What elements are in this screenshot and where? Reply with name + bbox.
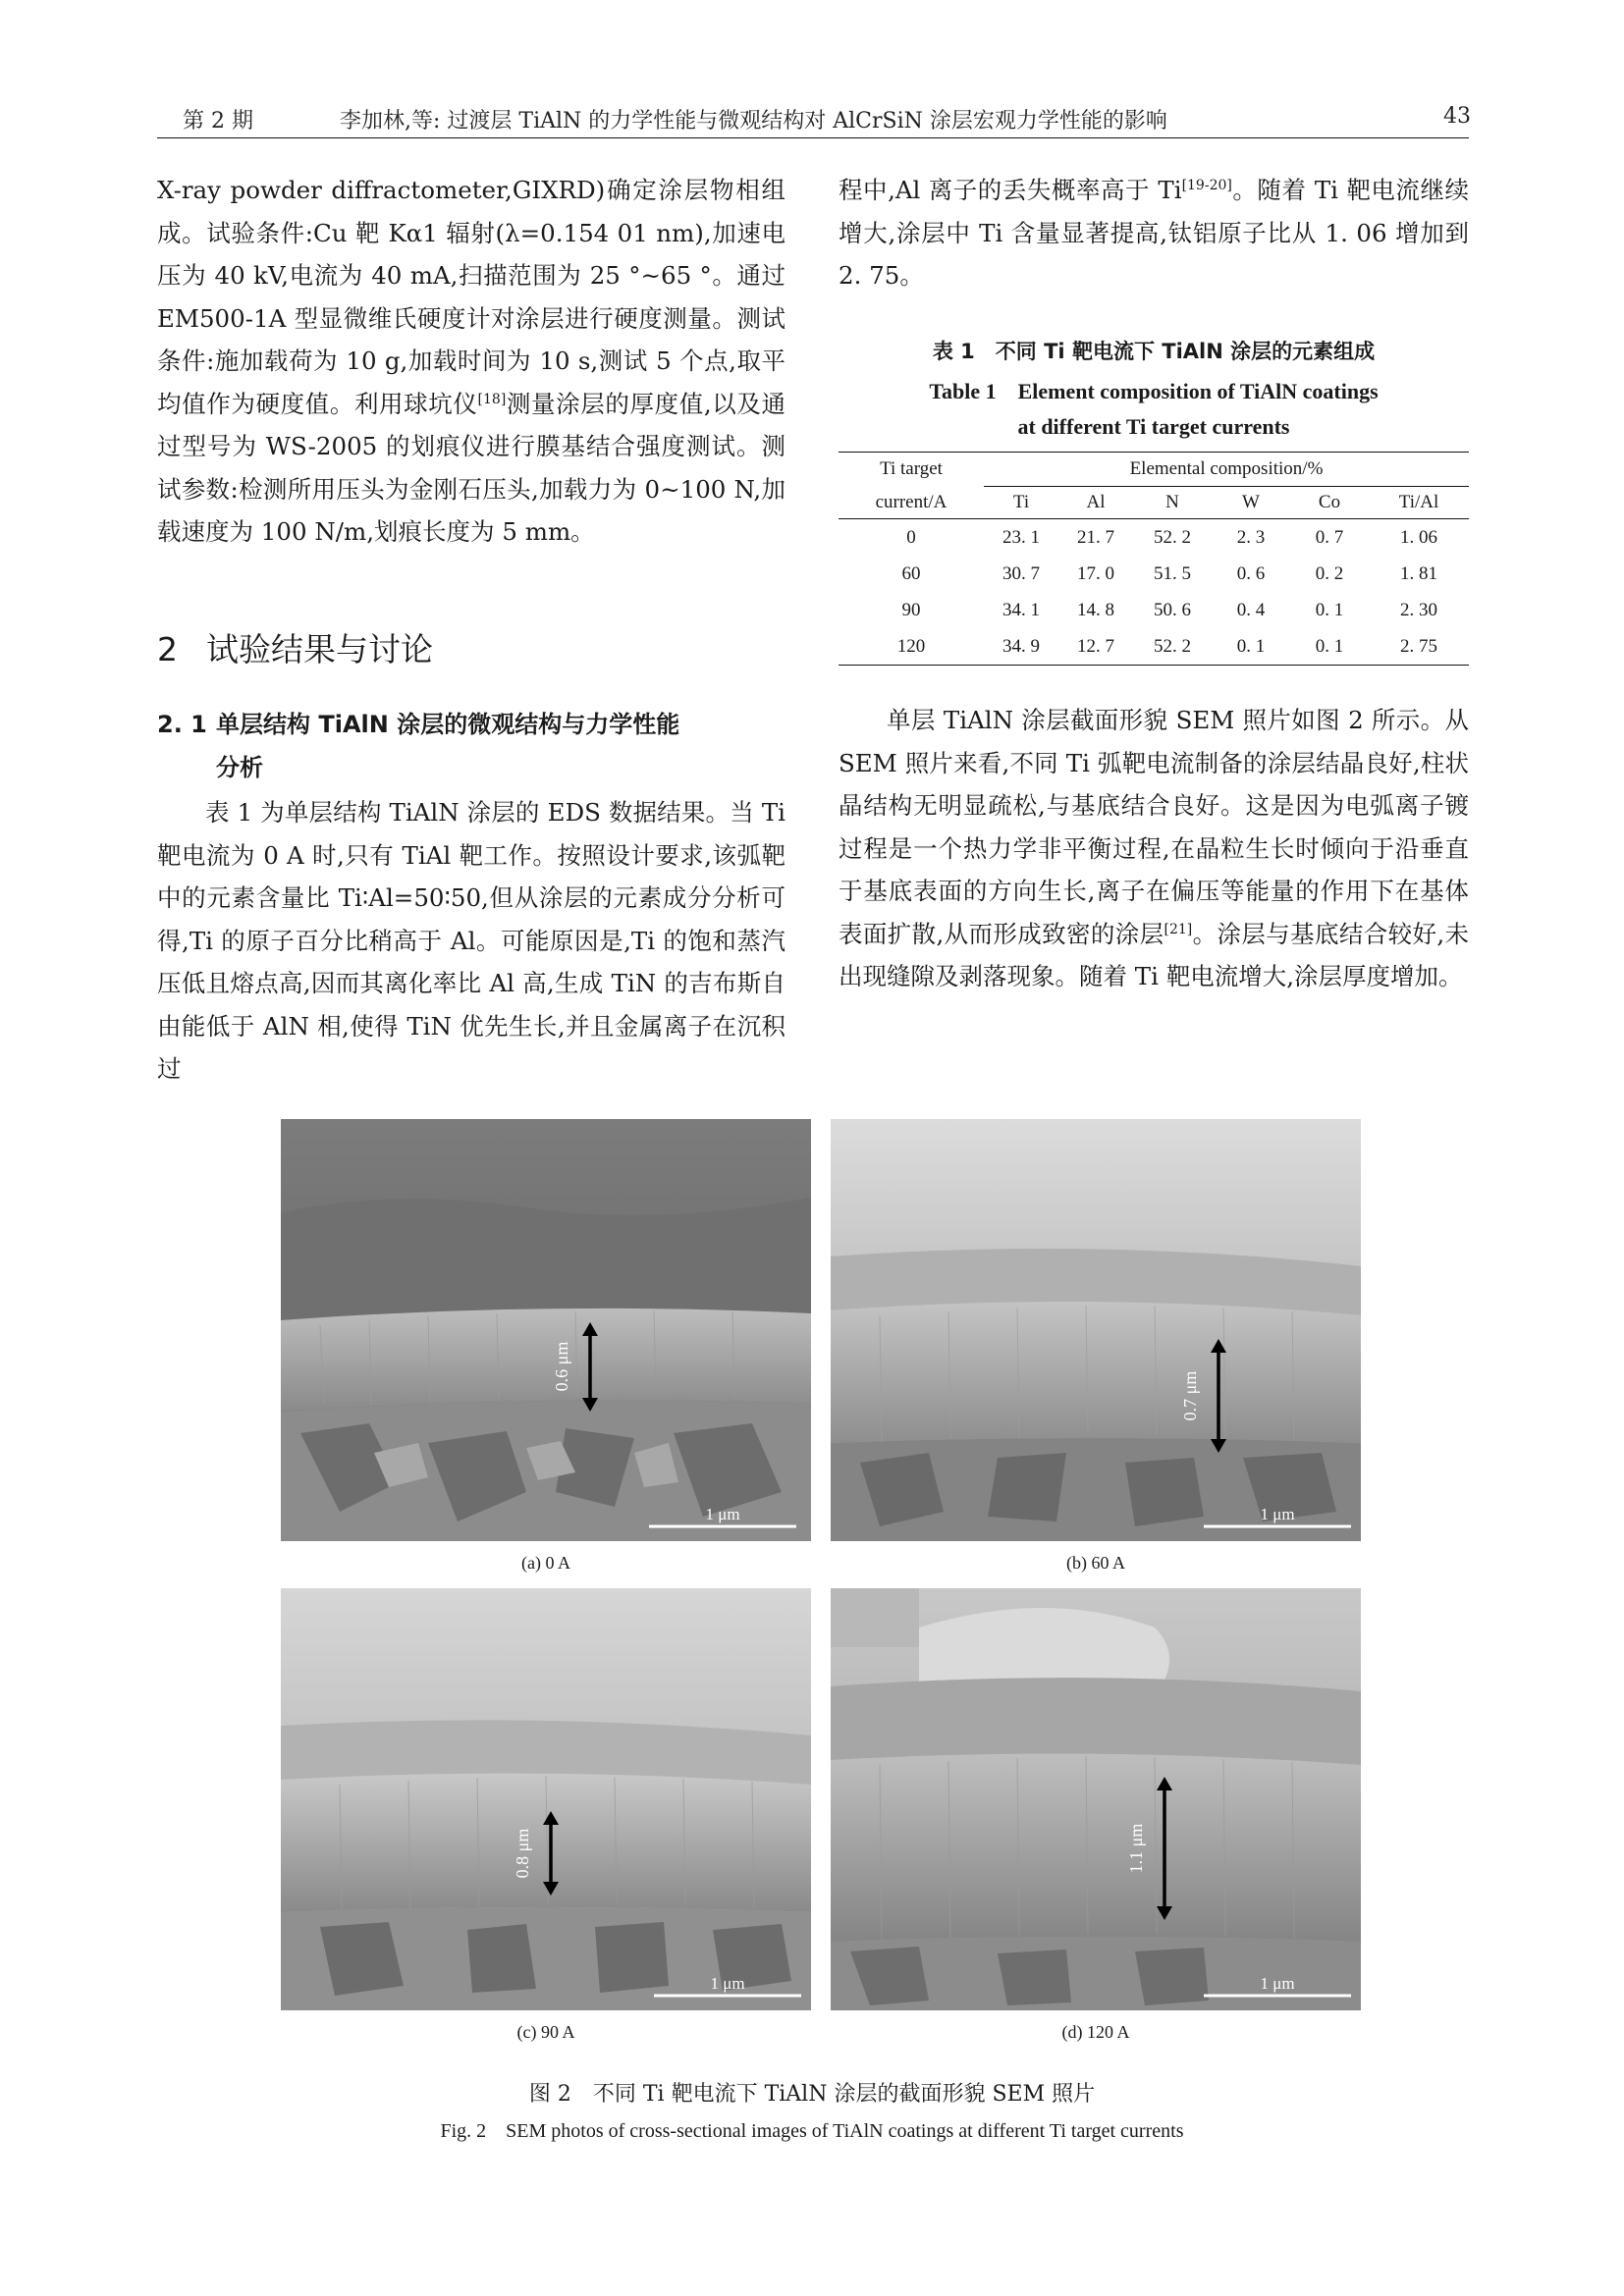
table-cell: 0. 1 [1315, 599, 1344, 620]
table-row [839, 628, 1469, 666]
table-cell: 120 [896, 635, 926, 657]
panel-label-b: (b) 60 A [1066, 1553, 1125, 1573]
panel-label-d: (d) 120 A [1061, 2022, 1130, 2042]
thickness-label-a: 0.6 μm [552, 1341, 571, 1392]
table-cell: 12. 7 [1077, 635, 1114, 657]
table-head-co: Co [1290, 487, 1369, 519]
issue-number: 第 2 期 [183, 109, 253, 133]
table-head-ti: Ti [984, 487, 1058, 519]
table-cell: 0. 1 [1315, 635, 1344, 657]
table-cell: 30. 7 [1002, 562, 1040, 584]
para-bottom-text: 单层 TiAlN 涂层截面形貌 SEM 照片如图 2 所示。从 SEM 照片来看,不同 Ti 弧靶电流制备的涂层结晶良好,柱状晶结构无明显疏松,与基底结合良好。这是因为电弧离子镀过程是一个热力学非平衡过程,在晶粒生长时倾向于沿垂直于基底表面的方向生长,离子在偏压等能量的作用下在基体表面扩散,从而形成致密的涂层 [839, 706, 1469, 948]
para-bottom-tail: 。涂层与基底结合较好,未出现缝隙及剥落现象。随着 Ti 靶电流增大,涂层厚度增加。 [839, 919, 1469, 990]
table-head-group: Elemental composition/% [984, 453, 1469, 487]
running-header [0, 96, 1624, 135]
para1-text: X-ray powder diffractometer,GIXRD)确定涂层物相组成。试验条件:Cu 靶 Kα1 辐射(λ=0.154 01 nm),加速电压为 40 kV,电流为 40 mA,扫描范围为 25 °~65 °。通过 EM500-1A 型显微维氏硬度计对涂层进行硬度测量。测试条件:施加载荷为 10 g,加载时间为 10 s,测试 5 个点,取平均值作为硬度值。利用球坑仪 [157, 176, 785, 418]
section-2-1-body [157, 791, 785, 1091]
thickness-label-c: 0.8 μm [513, 1828, 532, 1879]
scale-bar-label-c: 1 μm [710, 1974, 745, 1993]
table-cell: 51. 5 [1154, 562, 1191, 584]
table-caption-zh: 表 1 不同 Ti 靶电流下 TiAlN 涂层的元素组成 [932, 340, 1376, 363]
section-2-heading [157, 624, 433, 670]
table-cell: 52. 2 [1154, 526, 1191, 548]
table-row [839, 556, 1469, 592]
citation-19-20: [19-20] [1181, 178, 1232, 193]
table-caption-en-1: Table 1 Element composition of TiAlN coatings [929, 379, 1379, 403]
sem-panel-c [281, 1588, 811, 2010]
table-cell: 17. 0 [1077, 562, 1114, 584]
header-rule [157, 137, 1469, 138]
running-title: 李加林,等: 过渡层 TiAlN 的力学性能与微观结构对 AlCrSiN 涂层宏观力学性能的影响 [340, 109, 1167, 133]
table-cell: 34. 9 [1002, 635, 1040, 657]
table-cell: 0. 7 [1315, 526, 1344, 548]
left-column-paragraph [157, 169, 785, 554]
section-2-1-heading [157, 703, 785, 789]
table-cell: 90 [901, 599, 921, 620]
scale-bar-label-d: 1 μm [1260, 1974, 1295, 1993]
table-cell: 34. 1 [1002, 599, 1040, 620]
table-head-n: N [1133, 487, 1212, 519]
citation-21: [21] [1164, 921, 1193, 937]
table-head-al: Al [1058, 487, 1133, 519]
section-2-1-title-a: 单层结构 TiAlN 涂层的微观结构与力学性能 [216, 711, 680, 738]
thickness-label-d: 1.1 μm [1126, 1823, 1146, 1874]
table-head-current-b: current/A [839, 487, 984, 519]
table-cell: 21. 7 [1077, 526, 1114, 548]
table-cell: 0. 2 [1315, 562, 1344, 584]
table-cell: 1. 81 [1400, 562, 1437, 584]
scale-bar-label-b: 1 μm [1260, 1505, 1295, 1523]
section-2-1-title-b: 分析 [216, 754, 263, 781]
citation-18: [18] [477, 391, 507, 407]
para-top-text: 程中,Al 离子的丢失概率高于 Ti [839, 176, 1182, 204]
right-column-top-paragraph [839, 169, 1469, 297]
para1-tail: 测量涂层的厚度值,以及通过型号为 WS-2005 的划痕仪进行膜基结合强度测试。测试参数:检测所用压头为金刚石压头,加载力为 0~100 N,加载速度为 100 N/m,划痕长度为 5 mm。 [157, 389, 786, 546]
thickness-label-b: 0.7 μm [1180, 1370, 1200, 1421]
table-head-current-a: Ti target [880, 458, 943, 480]
para-top-tail: 。随着 Ti 靶电流继续增大,涂层中 Ti 含量显著提高,钛铝原子比从 1. 06 增加到 2. 75。 [839, 176, 1469, 290]
table-cell: 2. 3 [1236, 526, 1266, 548]
figure-caption-zh: 图 2 不同 Ti 靶电流下 TiAlN 涂层的截面形貌 SEM 照片 [528, 2082, 1096, 2107]
page-number: 43 [1443, 104, 1471, 129]
table-cell: 2. 75 [1400, 635, 1437, 657]
right-column-bottom-paragraph [839, 699, 1469, 998]
table-head-tial: Ti/Al [1369, 487, 1469, 519]
sem-panel-b [831, 1119, 1361, 1541]
section-2-title: 试验结果与讨论 [206, 630, 433, 668]
table-cell: 1. 06 [1400, 526, 1437, 548]
scale-bar-label-a: 1 μm [705, 1505, 740, 1523]
table-cell: 60 [901, 562, 921, 584]
table-head-w: W [1212, 487, 1290, 519]
panel-label-a: (a) 0 A [521, 1553, 570, 1573]
panel-label-c: (c) 90 A [516, 2022, 575, 2042]
table-row [839, 592, 1469, 628]
table-caption-en-2: at different Ti target currents [1017, 414, 1290, 439]
figure-caption-en: Fig. 2 SEM photos of cross-sectional images of TiAlN coatings at different Ti target currents [440, 2120, 1184, 2142]
table-cell: 50. 6 [1154, 599, 1191, 620]
table-cell: 2. 30 [1400, 599, 1437, 620]
table-cell: 0. 6 [1236, 562, 1266, 584]
table-cell: 0. 1 [1236, 635, 1266, 657]
table-1 [839, 452, 1469, 666]
table-cell: 23. 1 [1002, 526, 1040, 548]
section-2-1-number: 2. 1 [157, 711, 207, 738]
sem-panel-a [281, 1119, 811, 1541]
section-2-number: 2 [157, 630, 178, 668]
table-cell: 0 [906, 526, 916, 548]
table-row [839, 519, 1469, 557]
table-cell: 14. 8 [1077, 599, 1114, 620]
para2-text: 表 1 为单层结构 TiAlN 涂层的 EDS 数据结果。当 Ti 靶电流为 0 A 时,只有 TiAl 靶工作。按照设计要求,该弧靶中的元素含量比 Ti∶Al=50∶50,但从涂层的元素成分分析可得,Ti 的原子百分比稍高于 Al。可能原因是,Ti 的饱和蒸汽压低且熔点高,因而其离化率比 Al 高,生成 TiN 的吉布斯自由能低于 AlN 相,使得 TiN 优先生长,并且金属离子在沉积过 [157, 798, 785, 1083]
table-cell: 52. 2 [1154, 635, 1191, 657]
sem-panel-d [831, 1588, 1361, 2010]
table-cell: 0. 4 [1236, 599, 1266, 620]
